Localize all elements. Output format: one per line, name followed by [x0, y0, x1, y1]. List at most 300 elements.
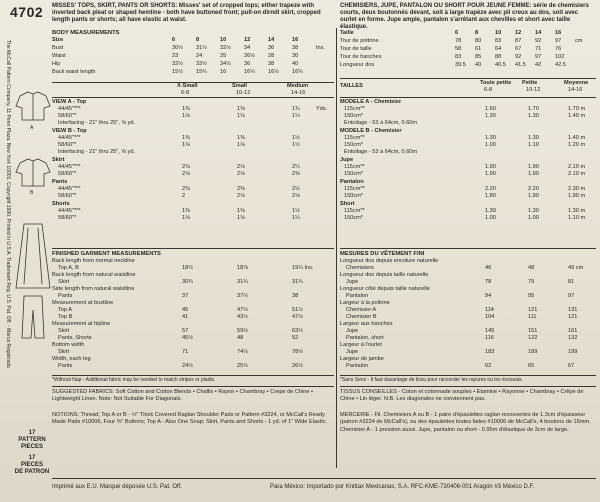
finished-measurements-title: FINISHED GARMENT MEASUREMENTS: [52, 251, 161, 257]
measurement-value: 33½: [196, 61, 207, 67]
finished-value: 24½: [182, 363, 193, 369]
yardage-value: 2.20: [528, 186, 539, 192]
french-finished-title: MESURES DU VÊTEMENT FINI: [340, 251, 425, 257]
yardage-fabric-width: 150cm*: [344, 215, 363, 221]
yardage-value: 1.70 m: [568, 106, 586, 112]
size-group-sizes: 10-12: [236, 90, 251, 96]
measurement-value: 8: [475, 30, 479, 36]
pieces-count: 17: [28, 455, 36, 461]
view-b-sketch: [16, 159, 50, 186]
yardage-value: 1.60: [485, 106, 496, 112]
measurement-value: 40: [475, 62, 482, 68]
finished-label: Chemisier B: [346, 314, 377, 320]
yardage-section-title: Shorts: [52, 201, 70, 207]
measurement-value: 88: [495, 54, 502, 60]
yardage-value: 1⅛: [237, 215, 245, 221]
yardage-fabric-width: 115cm**: [344, 186, 365, 192]
yardage-value: 1.70: [528, 106, 539, 112]
yardage-value: 1⅜: [182, 208, 190, 214]
finished-value: 74½: [237, 349, 248, 355]
measurement-label: Back waist length: [52, 69, 96, 75]
pieces-count: 17: [28, 430, 36, 436]
measurement-value: 40.5: [495, 62, 506, 68]
measurement-value: 38: [292, 45, 299, 51]
yardage-fabric-width: 150cm*: [344, 142, 363, 148]
measurement-value: 42.5: [555, 62, 566, 68]
french-yardage-table: [340, 99, 596, 247]
size-group-name: Toute petite: [480, 80, 512, 86]
french-body-measurements-table: [340, 30, 596, 76]
yardage-value: 1.00: [485, 215, 496, 221]
rule: [340, 248, 596, 249]
yardage-fabric-width: 44/45"***: [58, 106, 81, 112]
mercerie: MERCERIE - Fil. Chemisiers A ou B - 1 paire d'épaulettes raglan recouvertes de 1.3cm d'épaisseur (patron #3224 de McCall's), ou des épaulettes toutes faites #10006 de McCall's, 4 boutons de 16mm. Chemisier A - 1 pression aussi. Jupe, pantalon ou short - 0.95m d'élastique de 3cm de large.: [340, 412, 591, 433]
yardage-value: 1.30: [485, 113, 496, 119]
finished-value: 47½: [292, 314, 303, 320]
size-group-name: Small: [232, 83, 247, 89]
finished-label: Chemisier A: [346, 307, 377, 313]
measurement-value: 30½: [172, 45, 183, 51]
size-group-name: Medium: [287, 83, 309, 89]
finished-value: 151: [528, 328, 538, 334]
measurement-value: 15¾: [196, 69, 207, 75]
footer-right: Para México: Importado por Knittax Mexicanas, S.A. RFC-KME-730406-001 Aragón #3 México D.F.: [270, 484, 535, 490]
finished-label: Skirt: [58, 328, 70, 334]
measurement-value: 71: [535, 46, 542, 52]
measurement-value: 16: [292, 37, 299, 43]
yardage-value: 2⅜: [237, 186, 245, 192]
finished-value: 52: [292, 335, 299, 341]
yardage-value: 1.10: [528, 142, 539, 148]
measurement-value: 87: [515, 38, 522, 44]
finished-value: 37½: [237, 293, 248, 299]
yardage-fabric-width: 58/60"*: [58, 215, 77, 221]
measurement-value: 76: [555, 46, 562, 52]
finished-label: Jupe: [346, 328, 359, 334]
finished-value: 111: [528, 314, 537, 320]
yardage-value: 2⅛: [292, 193, 300, 199]
measurement-value: 64: [495, 46, 502, 52]
finished-label: Jupe: [346, 279, 359, 285]
yardage-section-title: Jupe: [340, 157, 354, 163]
sizes-title: TAILLES: [340, 83, 363, 89]
yardage-value: 2⅜: [182, 186, 190, 192]
finished-value: 48: [528, 265, 535, 271]
measurement-value: 38: [268, 61, 275, 67]
finished-label: Measurement at hipline: [52, 321, 111, 327]
finished-label: Side length from natural waistline: [52, 286, 135, 292]
finished-label: Pantalon, short: [346, 335, 384, 341]
size-groups: [52, 83, 334, 97]
finished-label: Top A: [58, 307, 72, 313]
finished-label: Width, each leg: [52, 356, 91, 362]
finished-label: Skirt: [58, 279, 70, 285]
finished-value: 37: [182, 293, 189, 299]
finished-label: Top B: [58, 314, 73, 320]
view-a-sketch: [16, 92, 50, 120]
yardage-fabric-width: 58/60"*: [58, 171, 77, 177]
size-group-sizes: 10-12: [526, 87, 541, 93]
finished-label: Skirt: [58, 349, 70, 355]
pants-sketch: [22, 296, 44, 338]
rule: [340, 97, 596, 98]
english-description: MISSES' TOPS, SKIRT, PANTS OR SHORTS: Misses' set of cropped tops; either trapeze with inverted back pleat or shaped hemline - both have buttoned front; pull-on dirndl skirt, cropped length pants or shorts; all have elastic at waist.: [52, 3, 321, 23]
yardage-value: 1.40 m: [568, 135, 586, 141]
yardage-value: 1⅜: [237, 135, 245, 141]
yardage-value: 1¼: [292, 215, 300, 221]
measurement-value: 16: [555, 30, 562, 36]
finished-value: 145: [485, 328, 495, 334]
finished-value: 94: [485, 293, 492, 299]
measurement-value: 25: [220, 53, 227, 59]
french-size-groups: [340, 80, 596, 94]
measurement-value: 6: [172, 37, 176, 43]
measurement-label: Waist: [52, 53, 66, 59]
finished-value: 43½: [237, 314, 248, 320]
measurement-value: 14: [268, 37, 275, 43]
yardage-value: 1⅛: [182, 215, 190, 221]
finished-value: 97: [568, 293, 575, 299]
measurement-value: 14: [535, 30, 542, 36]
yardage-fabric-width: 58/60"*: [58, 113, 77, 119]
finished-value: 46: [485, 265, 492, 271]
finished-label: Chemisiers: [346, 265, 374, 271]
measurement-value: 6: [455, 30, 459, 36]
yardage-value: Yds.: [316, 106, 328, 112]
yardage-value: 1.30: [528, 208, 539, 214]
finished-value: 57: [182, 328, 189, 334]
yardage-value: 1⅛: [182, 113, 190, 119]
finished-label: Bottom width: [52, 342, 85, 348]
yardage-value: 1.90: [485, 171, 496, 177]
finished-value: 18⅞: [237, 265, 248, 271]
finished-value: 121: [568, 314, 578, 320]
yardage-value: 1.40 m: [568, 113, 586, 119]
yardage-section-title: Short: [340, 201, 355, 207]
measurement-value: 42: [535, 62, 542, 68]
measurement-value: 16¾: [292, 69, 303, 75]
view-b-label: B: [30, 190, 34, 196]
measurement-label: Size: [52, 37, 64, 43]
yardage-value: 2.20: [485, 186, 496, 192]
garment-sketches: [14, 88, 52, 388]
rule: [52, 248, 334, 249]
finished-value: 71: [182, 349, 189, 355]
finished-value: 48: [237, 335, 244, 341]
finished-value: 183: [485, 349, 495, 355]
finished-value: 95: [528, 293, 535, 299]
finished-value: 41: [182, 314, 189, 320]
measurement-value: 8: [196, 37, 200, 43]
measurement-value: 41.5: [515, 62, 526, 68]
finished-label: Longueur dos depuis encolure naturelle: [340, 258, 439, 264]
rule: [340, 78, 596, 79]
yardage-value: 1.90: [485, 164, 496, 170]
size-group-name: Moyenne: [564, 80, 589, 86]
finished-label: Longueur côté depuis taille naturelle: [340, 286, 430, 292]
yardage-fabric-width: Interfacing - 21" thru 25", ⅝ yd.: [58, 149, 136, 155]
body-measurements-table: [52, 37, 334, 83]
measurement-value: 10: [220, 37, 227, 43]
measurement-label: Tour de poitrine: [340, 38, 379, 44]
yardage-fabric-width: 150cm*: [344, 113, 363, 119]
yardage-fabric-width: 58/60"*: [58, 193, 77, 199]
rule: [52, 97, 334, 98]
yardage-value: 1.00: [528, 215, 539, 221]
finished-value: 51½: [292, 307, 303, 313]
yardage-fabric-width: Entoilage - 53 à 64cm, 0.60m: [344, 120, 418, 126]
yardage-value: 2.30 m: [568, 186, 586, 192]
finished-value: 161: [568, 328, 578, 334]
yardage-value: 1⅜: [182, 135, 190, 141]
measurement-value: 16¼: [244, 69, 255, 75]
yardage-value: 1.30: [485, 135, 496, 141]
finished-value: 62: [485, 363, 492, 369]
finished-value: 38: [292, 293, 299, 299]
measurement-value: 16: [220, 69, 227, 75]
finished-value: 122: [528, 335, 538, 341]
yardage-value: 2⅛: [182, 164, 190, 170]
yardage-section-title: Pantalon: [340, 179, 364, 185]
finished-label: Top A, B: [58, 265, 79, 271]
pattern-pieces-en: [12, 430, 52, 451]
finished-measurements-table: [52, 258, 334, 373]
view-a-label: A: [30, 125, 34, 131]
measurement-value: 10: [495, 30, 502, 36]
column-divider: [336, 28, 337, 468]
measurement-value: 31½: [196, 45, 207, 51]
notions: NOTIONS: Thread; Top A or B - ½" Thick Covered Raglan Shoulder Pads or Pattern #3224, or McCall's Ready Made Pads #10006, Four ⅝" Buttons; Top A - Also One Snap; Skirt, Pants and Shorts - 1 yd. of 1" Wide Elastic.: [52, 412, 328, 426]
finished-value: 104: [485, 314, 495, 320]
measurement-value: 23: [172, 53, 179, 59]
yardage-value: 2: [182, 193, 186, 199]
suggested-fabrics: SUGGESTED FABRICS: Soft Cotton and Cotton Blends • Challis • Rayon • Chambray • Crepe de Chine • Lightweight Linen. Note: Not Suitable For Diagonals.: [52, 389, 314, 403]
yardage-value: 1.90: [528, 164, 539, 170]
measurement-value: Ins.: [316, 45, 326, 51]
yardage-section-title: Skirt: [52, 157, 65, 163]
yardage-value: 1¼: [292, 113, 300, 119]
finished-value: 78: [485, 279, 492, 285]
finished-value: 45: [182, 307, 189, 313]
finished-value: 59½: [237, 328, 248, 334]
measurement-value: 36: [244, 61, 251, 67]
finished-value: 114: [485, 307, 494, 313]
yardage-value: 2⅛: [237, 193, 245, 199]
measurement-value: 15½: [172, 69, 183, 75]
yardage-section-title: Pants: [52, 179, 68, 185]
yardage-value: 1.90: [528, 193, 539, 199]
measurement-value: 30: [292, 53, 299, 59]
measurement-label: Longueur dos: [340, 62, 375, 68]
yardage-value: 1.10 m: [568, 215, 586, 221]
measurement-value: 26½: [244, 53, 255, 59]
yardage-value: 1.20 m: [568, 142, 586, 148]
yardage-value: 1.00: [485, 142, 496, 148]
measurement-value: 28: [268, 53, 275, 59]
yardage-value: 1½: [292, 142, 300, 148]
measurement-value: 32½: [172, 61, 183, 67]
yardage-section-title: VIEW B - Top: [52, 128, 87, 134]
measurement-value: 102: [555, 54, 565, 60]
yardage-value: 2.10 m: [568, 171, 586, 177]
measurement-value: 40: [292, 61, 299, 67]
french-description: CHEMISIERS, JUPE, PANTALON OU SHORT POUR JEUNE FEMME: série de chemisiers courts, deux boutonnés devant, soit à large trapèze avec pli creux au dos, soit avec ourlet en forme. Jupe ample, pantalon s'arrêtant aux chevilles et short avec taille élastique.: [340, 3, 589, 30]
yardage-value: 1¾: [292, 106, 300, 112]
yardage-value: 1.30: [528, 113, 539, 119]
yardage-value: 2½: [292, 186, 300, 192]
finished-label: Longueur dos depuis taille naturelle: [340, 272, 429, 278]
yardage-table: [52, 99, 334, 247]
measurement-value: 16½: [268, 69, 279, 75]
yardage-value: 1.30 m: [568, 208, 586, 214]
measurement-label: Tour de hanches: [340, 54, 382, 60]
finished-label: Largeur à la poitrine: [340, 300, 390, 306]
yardage-value: 1⅜: [237, 208, 245, 214]
finished-value: 47½: [237, 307, 248, 313]
size-group-sizes: 6-8: [484, 87, 493, 93]
measurement-label: Bust: [52, 45, 64, 51]
yardage-value: 1½: [292, 208, 300, 214]
rule: [340, 386, 596, 387]
yardage-fabric-width: 115cm**: [344, 135, 365, 141]
yardage-value: 1⅛: [182, 142, 190, 148]
finished-label: Pants: [58, 363, 73, 369]
measurement-value: 58: [455, 46, 462, 52]
measurement-value: 39.5: [455, 62, 466, 68]
rule: [52, 375, 334, 376]
yardage-section-title: MODELE A - Chemisier: [340, 99, 402, 105]
yardage-fabric-width: 115cm**: [344, 164, 365, 170]
yardage-section-title: VIEW A - Top: [52, 99, 87, 105]
measurement-value: 61: [475, 46, 482, 52]
measurement-value: 92: [515, 54, 522, 60]
finished-value: 31¼: [237, 279, 248, 285]
measurement-label: Tour de taille: [340, 46, 372, 52]
without-nap-note: *Without Nap - Additional fabric may be needed to match stripes or plaids.: [52, 377, 216, 383]
finished-label: Largeur aux hanches: [340, 321, 393, 327]
measurement-label: Taille: [340, 30, 354, 36]
yardage-fabric-width: 115cm**: [344, 106, 365, 112]
finished-label: Jupe: [346, 349, 359, 355]
finished-value: 78½: [292, 349, 303, 355]
finished-value: 45½: [182, 335, 193, 341]
finished-value: 121: [528, 307, 538, 313]
measurement-value: cm: [575, 38, 583, 44]
finished-value: 26½: [292, 363, 303, 369]
measurement-value: 36: [268, 45, 275, 51]
yardage-value: 2⅜: [292, 171, 300, 177]
french-finished-table: [340, 258, 596, 373]
yardage-section-title: MODELE B - Chemisier: [340, 128, 402, 134]
copyright-side-strip: [0, 40, 11, 500]
measurement-value: 34½: [220, 61, 231, 67]
pattern-pieces-fr: [12, 455, 52, 476]
yardage-fabric-width: 44/45"***: [58, 164, 81, 170]
size-group-sizes: 14-16: [291, 90, 306, 96]
size-group-name: Petite: [522, 80, 538, 86]
finished-value: 116: [485, 335, 494, 341]
measurement-value: 24: [196, 53, 203, 59]
yardage-value: 1.30: [528, 135, 539, 141]
measurement-value: 80: [475, 38, 482, 44]
measurement-value: 83: [455, 54, 462, 60]
yardage-value: 1⅝: [237, 106, 245, 112]
finished-value: 79: [528, 279, 535, 285]
yardage-value: 2⅛: [237, 164, 245, 170]
yardage-fabric-width: Entoilage - 53 à 64cm, 0.60m: [344, 149, 418, 155]
size-group-name: X-Small: [177, 83, 198, 89]
yardage-value: 1.30: [485, 208, 496, 214]
finished-value: 19¼ Ins.: [292, 265, 314, 271]
finished-value: 49 cm: [568, 265, 584, 271]
yardage-fabric-width: 44/45"***: [58, 208, 81, 214]
yardage-fabric-width: Interfacing - 21" thru 25", ⅝ yd.: [58, 120, 136, 126]
body-measurements-title: BODY MEASUREMENTS: [52, 30, 120, 36]
finished-value: 199: [568, 349, 578, 355]
measurement-value: 12: [515, 30, 522, 36]
pieces-label: PIECES: [20, 462, 43, 468]
finished-value: 65: [528, 363, 535, 369]
rule: [52, 478, 596, 479]
copyright-text: The McCall Pattern Company, 11 Penn Plaza, New York 10001. Copyright 1990. Printed in U.S.A. Trademark Reg. U.S. Pat. Off. - Marca Registrada: [5, 40, 11, 368]
yardage-value: 1.80: [485, 193, 496, 199]
yardage-fabric-width: 44/45"***: [58, 135, 81, 141]
measurement-value: 97: [555, 38, 562, 44]
yardage-fabric-width: 115cm**: [344, 208, 365, 214]
yardage-value: 1⅛: [237, 113, 245, 119]
measurement-value: 12: [244, 37, 251, 43]
yardage-value: 2⅛: [182, 171, 190, 177]
finished-value: 131: [568, 307, 578, 313]
rule: [340, 375, 596, 376]
pieces-label: PATTERN: [18, 437, 46, 443]
measurement-value: 83: [495, 38, 502, 44]
yardage-fabric-width: 44/45"***: [58, 186, 81, 192]
finished-label: Pants: [58, 293, 73, 299]
tissus-conseilles: TISSUS CONSEILLES - Coton et cotonnade souples • Etamine • Rayonne • Chambray • Crêpe de Chine • Lin léger. N.B. Les diagonales ne conviennent pas.: [340, 389, 584, 403]
finished-value: 81: [568, 279, 575, 285]
finished-value: 30¾: [182, 279, 193, 285]
finished-label: Pantalon: [346, 293, 369, 299]
measurement-value: 97: [535, 54, 542, 60]
finished-value: 67: [568, 363, 575, 369]
finished-label: Back length from natural waistline: [52, 272, 136, 278]
finished-label: Measurement at bustline: [52, 300, 114, 306]
yardage-value: 2⅛: [237, 171, 245, 177]
finished-value: 25½: [237, 363, 248, 369]
sans-sens-note: *Sans Sens - Il faut davantage de tissu pour raccorder les rayures ou les écossais.: [340, 377, 523, 383]
measurement-label: Hip: [52, 61, 61, 67]
yardage-value: 2.10 m: [568, 164, 586, 170]
yardage-value: 1.90: [528, 171, 539, 177]
finished-label: Largeur à l'ourlet: [340, 342, 382, 348]
yardage-fabric-width: 150cm*: [344, 193, 363, 199]
measurement-value: 67: [515, 46, 522, 52]
footer-left: Imprimé aux E.U. Marque déposée U.S. Pat. Off.: [52, 484, 182, 490]
yardage-value: 1½: [292, 135, 300, 141]
finished-value: 63½: [292, 328, 303, 334]
yardage-value: 2¼: [292, 164, 300, 170]
yardage-fabric-width: 58/60"*: [58, 142, 77, 148]
pieces-label: DE PATRON: [14, 469, 50, 475]
measurement-value: 78: [455, 38, 462, 44]
finished-label: Largeur de jambe: [340, 356, 384, 362]
finished-label: Back length from normal neckline: [52, 258, 135, 264]
measurement-value: 85: [475, 54, 482, 60]
pattern-number: 4702: [10, 4, 44, 20]
size-group-sizes: 14-16: [568, 87, 583, 93]
finished-value: 31¾: [292, 279, 303, 285]
